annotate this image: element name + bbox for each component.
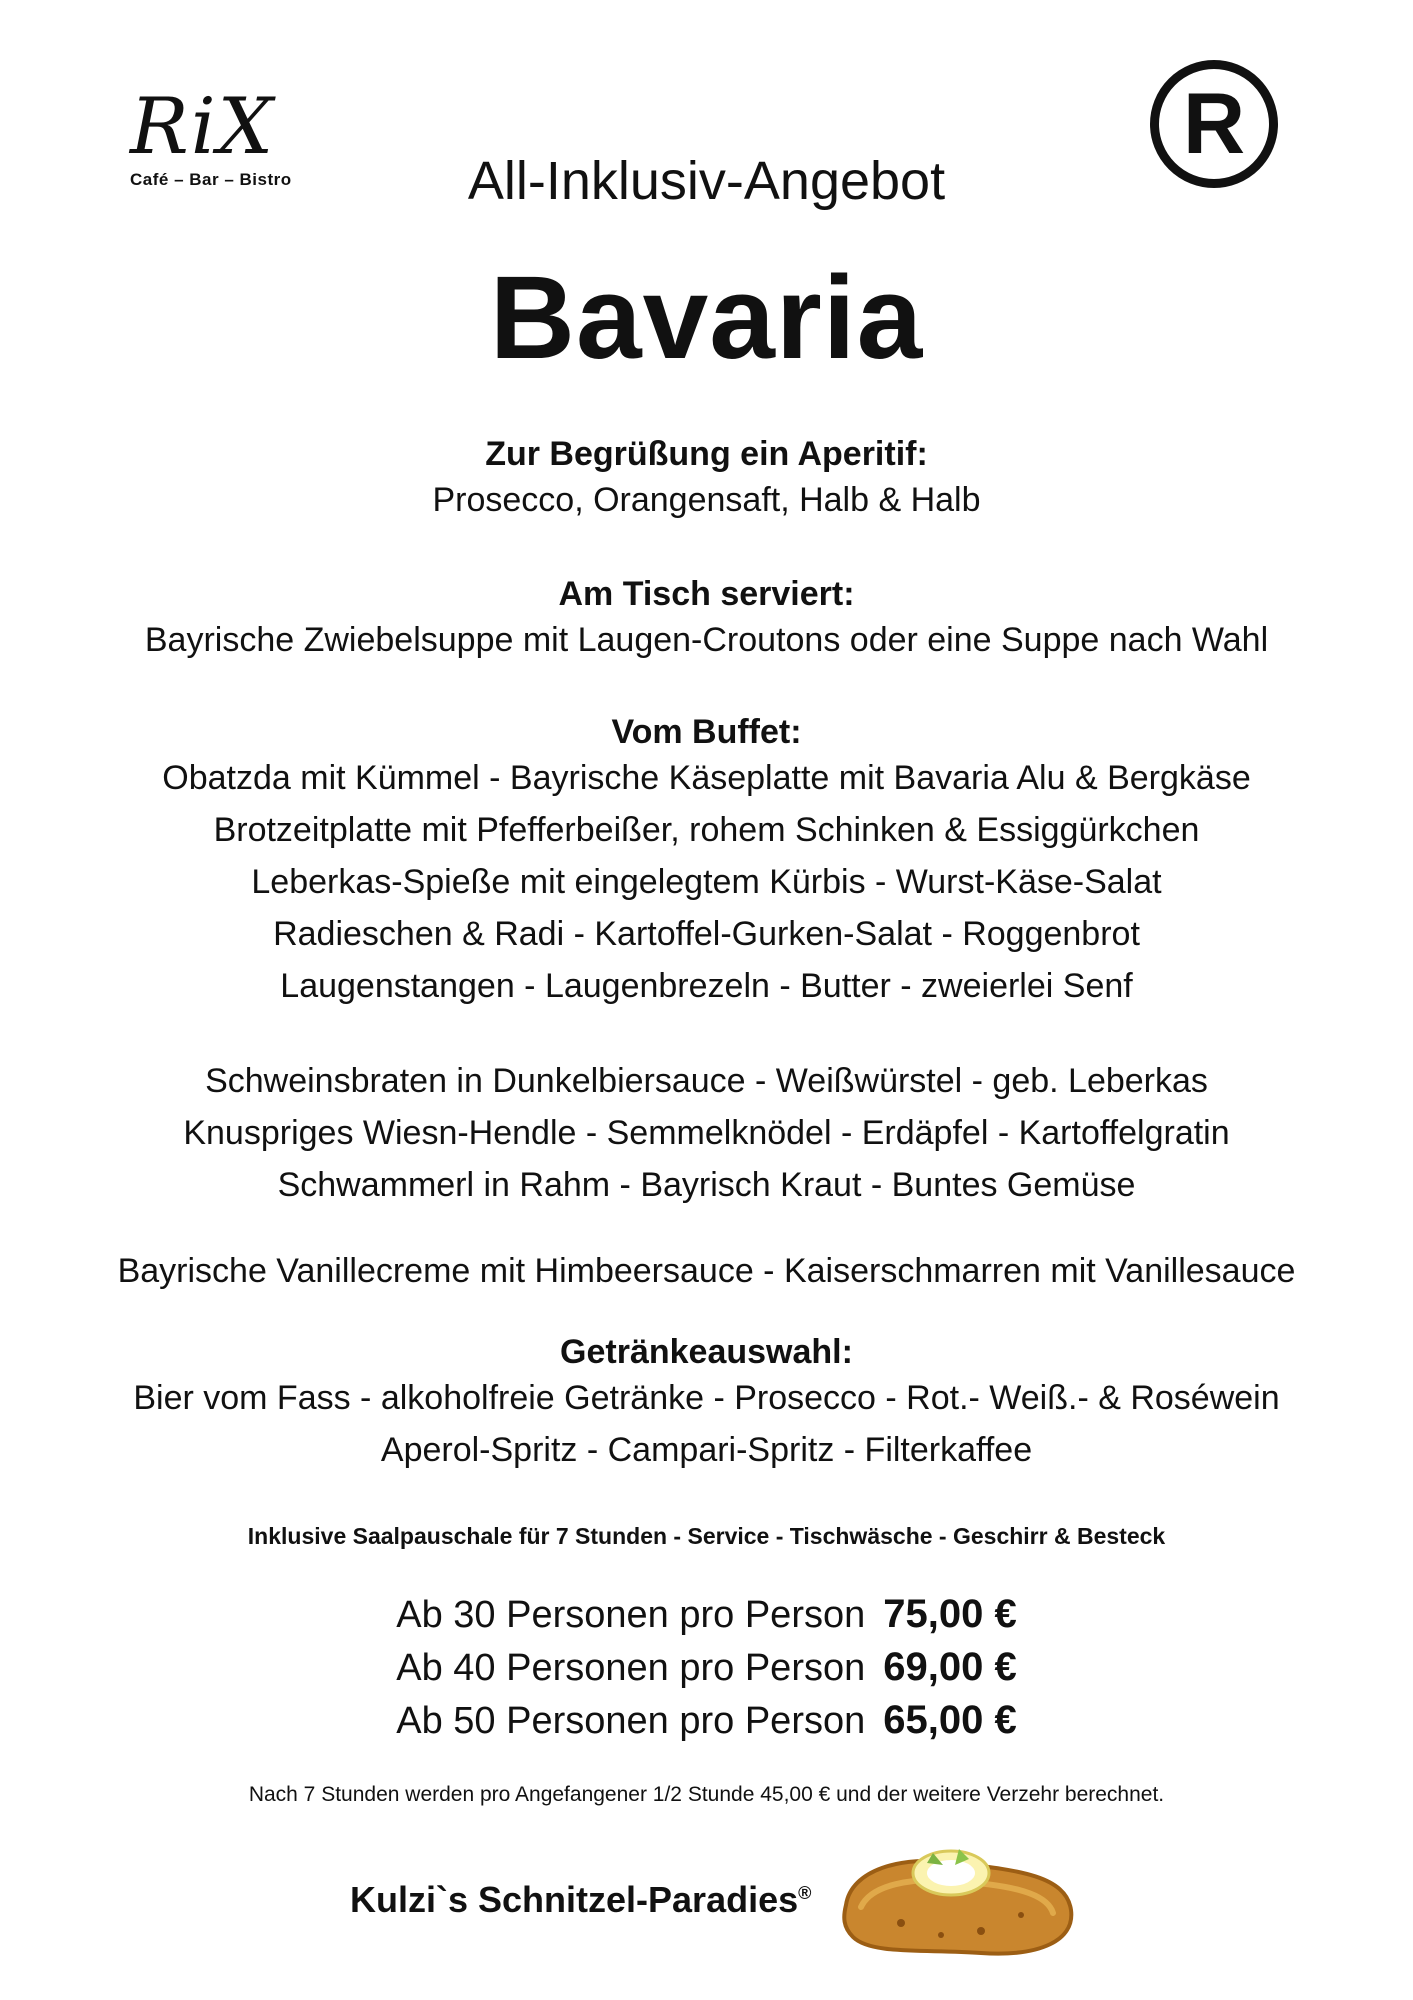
price-row: [0, 1694, 1413, 1747]
inclusive-note: Inklusive Saalpauschale für 7 Stunden - Service - Tischwäsche - Geschirr & Besteck: [247, 1523, 1166, 1549]
served-heading: Am Tisch serviert:: [558, 575, 855, 613]
buffet-warm-line: Schweinsbraten in Dunkelbiersauce - Weißwürstel - geb. Leberkas: [205, 1062, 1208, 1100]
price-label: Ab 30 Personen pro Person: [396, 1594, 866, 1636]
buffet-heading: Vom Buffet:: [611, 713, 802, 751]
dessert-line: [0, 1245, 1413, 1297]
buffet-cold-line: Leberkas-Spieße mit eingelegtem Kürbis - Wurst-Käse-Salat: [251, 863, 1162, 901]
drinks-line: Bier vom Fass - alkoholfreie Getränke - Prosecco - Rot.- Weiß.- & Roséwein: [133, 1379, 1280, 1417]
logo-wordmark: RiX: [130, 82, 276, 172]
price-label: Ab 50 Personen pro Person: [396, 1700, 866, 1742]
welcome-section: [0, 435, 1413, 526]
buffet-warm-section: [0, 1055, 1413, 1211]
overtime-note: Nach 7 Stunden werden pro Angefangener 1/2 Stunde 45,00 € und der weitere Verzehr berechnet.: [248, 1783, 1165, 1806]
schnitzel-icon: [831, 1835, 1081, 1965]
drinks-heading: Getränkeauswahl:: [560, 1333, 853, 1371]
buffet-cold-line: Brotzeitplatte mit Pfefferbeißer, rohem Schinken & Essiggürkchen: [213, 811, 1200, 849]
served-line: Bayrische Zwiebelsuppe mit Laugen-Croutons oder eine Suppe nach Wahl: [144, 621, 1269, 659]
price-value: 75,00 €: [883, 1592, 1017, 1636]
price-row: [0, 1641, 1413, 1694]
drinks-line: Aperol-Spritz - Campari-Spritz - Filterkaffee: [380, 1431, 1033, 1469]
drinks-section: [0, 1333, 1413, 1476]
buffet-cold-line: Laugenstangen - Laugenbrezeln - Butter - zweierlei Senf: [280, 967, 1133, 1005]
brand-footer: [350, 1835, 1081, 1965]
price-value: 69,00 €: [883, 1645, 1017, 1689]
offer-title: Bavaria: [489, 252, 924, 384]
dessert-text: Bayrische Vanillecreme mit Himbeersauce - Kaiserschmarren mit Vanillesauce: [117, 1252, 1296, 1290]
brand-name: Kulzi`s Schnitzel-Paradies®: [350, 1879, 812, 1920]
logo-tagline: Café – Bar – Bistro: [130, 170, 292, 189]
buffet-section: [0, 713, 1413, 1012]
served-section: [0, 575, 1413, 666]
welcome-heading: Zur Begrüßung ein Aperitif:: [485, 435, 928, 473]
buffet-warm-line: Knuspriges Wiesn-Hendle - Semmelknödel - Erdäpfel - Kartoffelgratin: [183, 1114, 1230, 1152]
price-label: Ab 40 Personen pro Person: [396, 1647, 866, 1689]
welcome-line: Prosecco, Orangensaft, Halb & Halb: [432, 481, 981, 519]
price-list: [0, 1588, 1413, 1747]
offer-subtitle: All-Inklusiv-Angebot: [467, 151, 946, 211]
price-row: [0, 1588, 1413, 1641]
buffet-cold-line: Obatzda mit Kümmel - Bayrische Käseplatte mit Bavaria Alu & Bergkäse: [162, 759, 1251, 797]
price-value: 65,00 €: [883, 1698, 1017, 1742]
badge-letter: R: [1182, 76, 1246, 172]
buffet-cold-line: Radieschen & Radi - Kartoffel-Gurken-Salat - Roggenbrot: [273, 915, 1140, 953]
buffet-warm-line: Schwammerl in Rahm - Bayrisch Kraut - Buntes Gemüse: [277, 1166, 1136, 1204]
